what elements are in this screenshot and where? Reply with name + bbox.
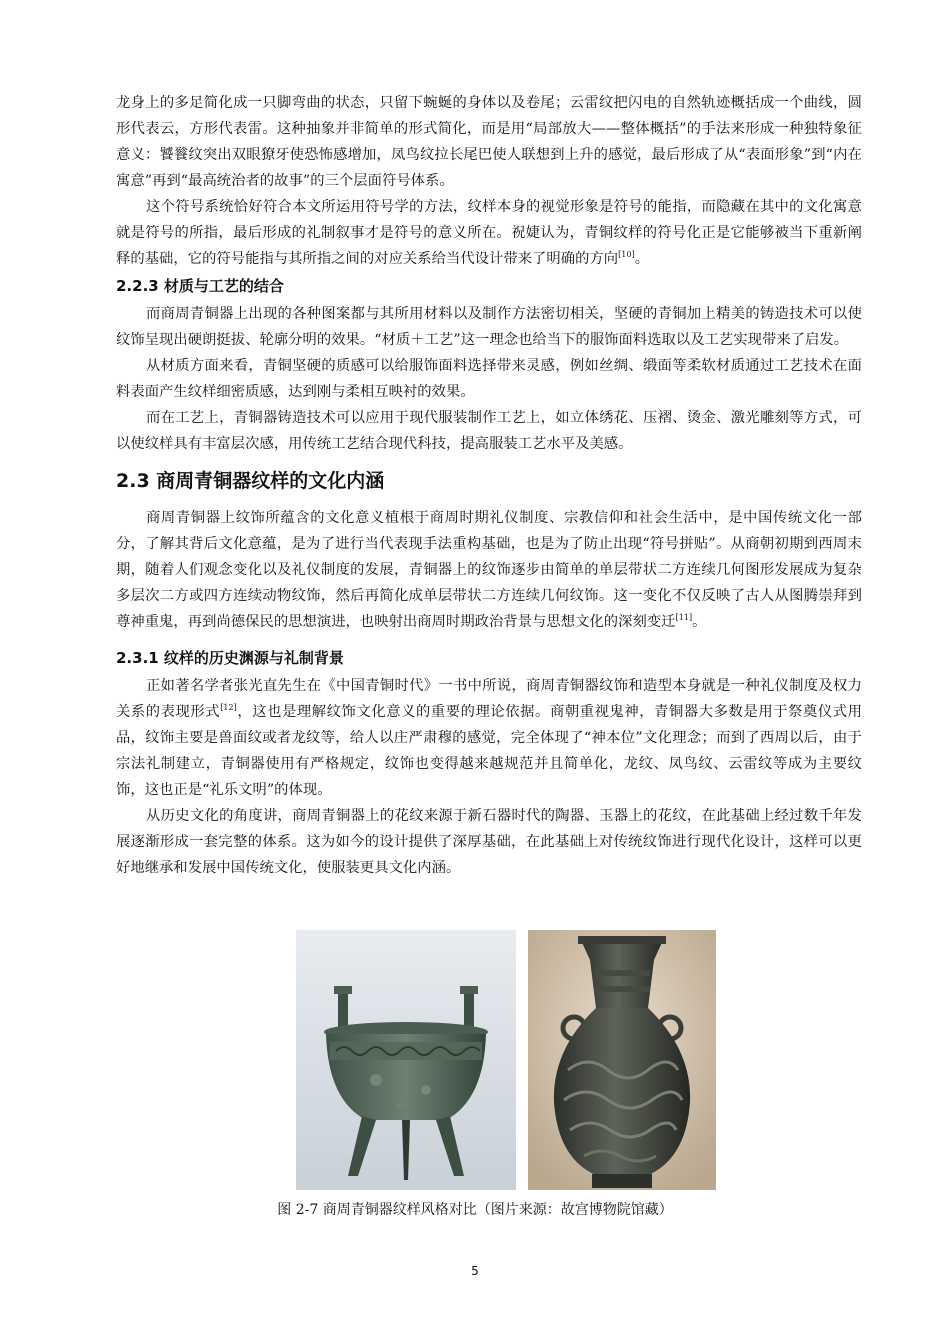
section-heading-2-3-1: 2.3.1 纹样的历史渊源与礼制背景 bbox=[116, 649, 344, 667]
document-body bbox=[116, 90, 862, 881]
paragraph-3: 而商周青铜器上出现的各种图案都与其所用材料以及制作方法密切相关，坚硬的青铜加上精美的铸造技术可以使纹饰呈现出硬朗挺拔、轮廓分明的效果。“材质＋工艺”这一理念也给当下的服饰面料选取以及工艺实现带来了启发。 bbox=[116, 306, 862, 348]
citation-12[interactable]: [12] bbox=[220, 703, 237, 713]
paragraph-2-text: 这个符号系统恰好符合本文所运用符号学的方法，纹样本身的视觉形象是符号的能指，而隐藏在其中的文化寓意就是符号的所指，最后形成的礼制叙事才是符号的意义所在。祝婕认为，青铜纹样的符号化正是它能够被当下重新阐释的基础，它的符号能指与其所指之间的对应关系给当代设计带来了明确的方向 bbox=[116, 199, 862, 267]
paragraph-6-end: 。 bbox=[692, 614, 707, 630]
paragraph-6 bbox=[116, 505, 862, 635]
section-heading-2-3: 2.3 商周青铜器纹样的文化内涵 bbox=[116, 470, 385, 492]
section-heading-2-2-3: 2.2.3 材质与工艺的结合 bbox=[116, 277, 284, 295]
page-number: 5 bbox=[471, 1264, 479, 1278]
paragraph-2 bbox=[116, 194, 862, 272]
bronze-hu-photo bbox=[528, 930, 716, 1190]
paragraph-4: 从材质方面来看，青铜坚硬的质感可以给服饰面料选择带来灵感，例如丝绸、缎面等柔软材质通过工艺技术在面料表面产生纹样细密质感，达到刚与柔相互映衬的效果。 bbox=[116, 358, 862, 400]
citation-11[interactable]: [11] bbox=[675, 613, 693, 623]
paragraph-7 bbox=[116, 673, 862, 803]
figure-2-7 bbox=[296, 930, 716, 1190]
bronze-ding-photo bbox=[296, 930, 516, 1190]
paragraph-6-text: 商周青铜器上纹饰所蕴含的文化意义植根于商周时期礼仪制度、宗教信仰和社会生活中，是中国传统文化一部分，了解其背后文化意蕴，是为了进行当代表现手法重构基础，也是为了防止出现“符号拼贴”。从商朝初期到西周末期，随着人们观念变化以及礼仪制度的发展，青铜器上的纹饰逐步由简单的单层带状二方连续几何图形发展成为复杂多层次二方或四方连续动物纹饰，然后再简化成单层带状二方连续几何纹饰。这一变化不仅反映了古人从图腾崇拜到尊神重鬼，再到尚德保民的思想演进，也映射出商周时期政治背景与思想文化的深刻变迁 bbox=[116, 510, 862, 630]
figure-caption: 图 2-7 商周青铜器纹样风格对比（图片来源：故宫博物院馆藏） bbox=[277, 1202, 673, 1218]
paragraph-7-text: 正如著名学者张光直先生在《中国青铜时代》一书中所说，商周青铜器纹饰和造型本身就是一种礼仪制度及权力关系的表现形式 bbox=[116, 678, 862, 720]
citation-10[interactable]: [10] bbox=[618, 250, 635, 260]
paragraph-5: 而在工艺上，青铜器铸造技术可以应用于现代服装制作工艺上，如立体绣花、压褶、烫金、激光雕刻等方式，可以使纹样具有丰富层次感，用传统工艺结合现代科技，提高服装工艺水平及美感。 bbox=[116, 410, 862, 452]
paragraph-8: 从历史文化的角度讲，商周青铜器上的花纹来源于新石器时代的陶器、玉器上的花纹，在此基础上经过数千年发展逐渐形成一套完整的体系。这为如今的设计提供了深厚基础，在此基础上对传统纹饰进行现代化设计，这样可以更好地继承和发展中国传统文化，使服装更具文化内涵。 bbox=[116, 808, 862, 876]
paragraph-1: 龙身上的多足简化成一只脚弯曲的状态，只留下蜿蜒的身体以及卷尾；云雷纹把闪电的自然轨迹概括成一个曲线，圆形代表云，方形代表雷。这种抽象并非简单的形式简化，而是用“局部放大——整体概括”的手法来形成一种独特象征意义：饕餮纹突出双眼獠牙使恐怖感增加，凤鸟纹拉长尾巴使人联想到上升的感觉，最后形成了从“表面形象”到“内在寓意”再到“最高统治者的故事”的三个层面符号体系。 bbox=[116, 95, 862, 189]
paragraph-7-end: ，这也是理解纹饰文化意义的重要的理论依据。商朝重视鬼神，青铜器大多数是用于祭奠仪式用品，纹饰主要是兽面纹或者龙纹等，给人以庄严肃穆的感觉，完全体现了“神本位”文化理念；而到了西周以后，由于宗法礼制建立，青铜器使用有严格规定，纹饰也变得越来越规范并且简单化，龙纹、凤鸟纹、云雷纹等成为主要纹饰，这也正是“礼乐文明”的体现。 bbox=[116, 704, 862, 798]
paragraph-2-end: 。 bbox=[634, 251, 650, 267]
